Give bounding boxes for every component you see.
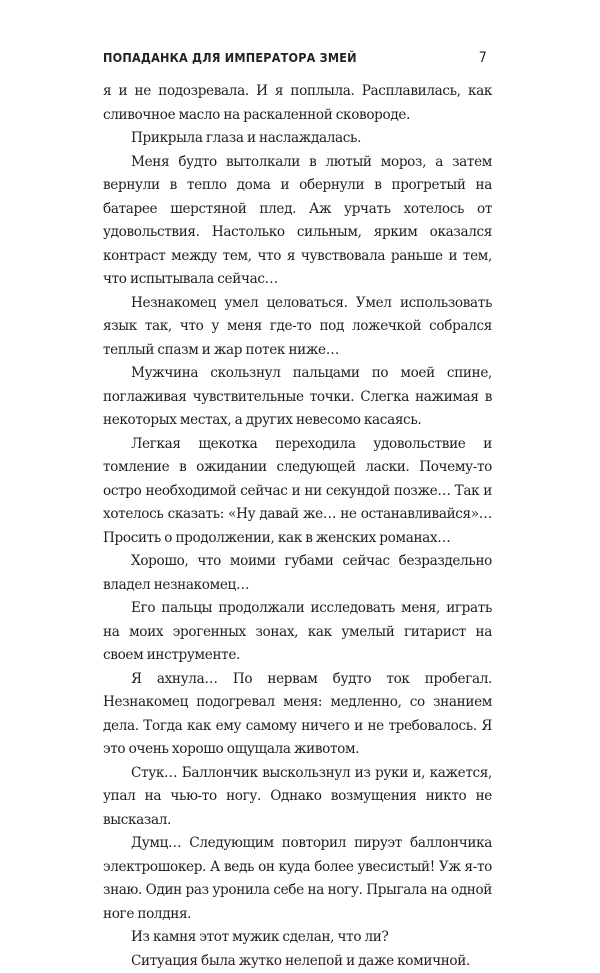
paragraph-7: Хорошо, что моими губами сейчас безраздельно владел незнакомец… <box>103 550 492 597</box>
paragraph-8: Его пальцы продолжали исследовать меня, играть на моих эрогенных зонах, как умелый гитарист на своем инструменте. <box>103 597 492 668</box>
page-number: 7 <box>479 50 487 66</box>
paragraph-6: Легкая щекотка переходила удовольствие и томление в ожидании следующей ласки. Почему-то остро необходимой сейчас и ни секундой позже… Так и хотелось сказать: «Ну давай же… не останавливайся»… Просить о продолжении, как в женских романах… <box>103 433 492 551</box>
running-header <box>103 50 487 70</box>
paragraph-13: Ситуация была жутко нелепой и даже комичной. <box>103 950 492 973</box>
paragraph-10: Стук… Баллончик выскользнул из руки и, кажется, упал на чью-то ногу. Однако возмущения никто не высказал. <box>103 762 492 833</box>
paragraph-11: Думц… Следующим повторил пируэт баллончика электрошокер. А ведь он куда более увесистый! Уж я-то знаю. Один раз уронила себе на ногу. Прыгала на одной ноге полдня. <box>103 832 492 926</box>
paragraph-3: Меня будто вытолкали в лютый мороз, а затем вернули в тепло дома и обернули в прогретый на батарее шерстяной плед. Аж урчать хотелось от удовольствия. Настолько сильным, ярким оказался контраст между тем, что я чувствовала раньше и тем, что испытывала сейчас… <box>103 151 492 292</box>
paragraph-4: Незнакомец умел целоваться. Умел использовать язык так, что у меня где-то под ложечкой собрался теплый спазм и жар потек ниже… <box>103 292 492 363</box>
paragraph-1: я и не подозревала. И я поплыла. Расплавилась, как сливочное масло на раскаленной сковороде. <box>103 80 492 127</box>
paragraph-9: Я ахнула… По нервам будто ток пробегал. Незнакомец подогревал меня: медленно, со знанием дела. Тогда как ему самому ничего и не требовалось. Я это очень хорошо ощущала животом. <box>103 668 492 762</box>
body-text <box>103 80 492 973</box>
paragraph-5: Мужчина скользнул пальцами по моей спине, поглаживая чувствительные точки. Слегка нажимая в некоторых местах, а других невесомо касаясь. <box>103 362 492 433</box>
book-title: ПОПАДАНКА ДЛЯ ИМПЕРАТОРА ЗМЕЙ <box>103 50 357 65</box>
paragraph-12: Из камня этот мужик сделан, что ли? <box>103 926 492 950</box>
paragraph-2: Прикрыла глаза и наслаждалась. <box>103 127 492 151</box>
